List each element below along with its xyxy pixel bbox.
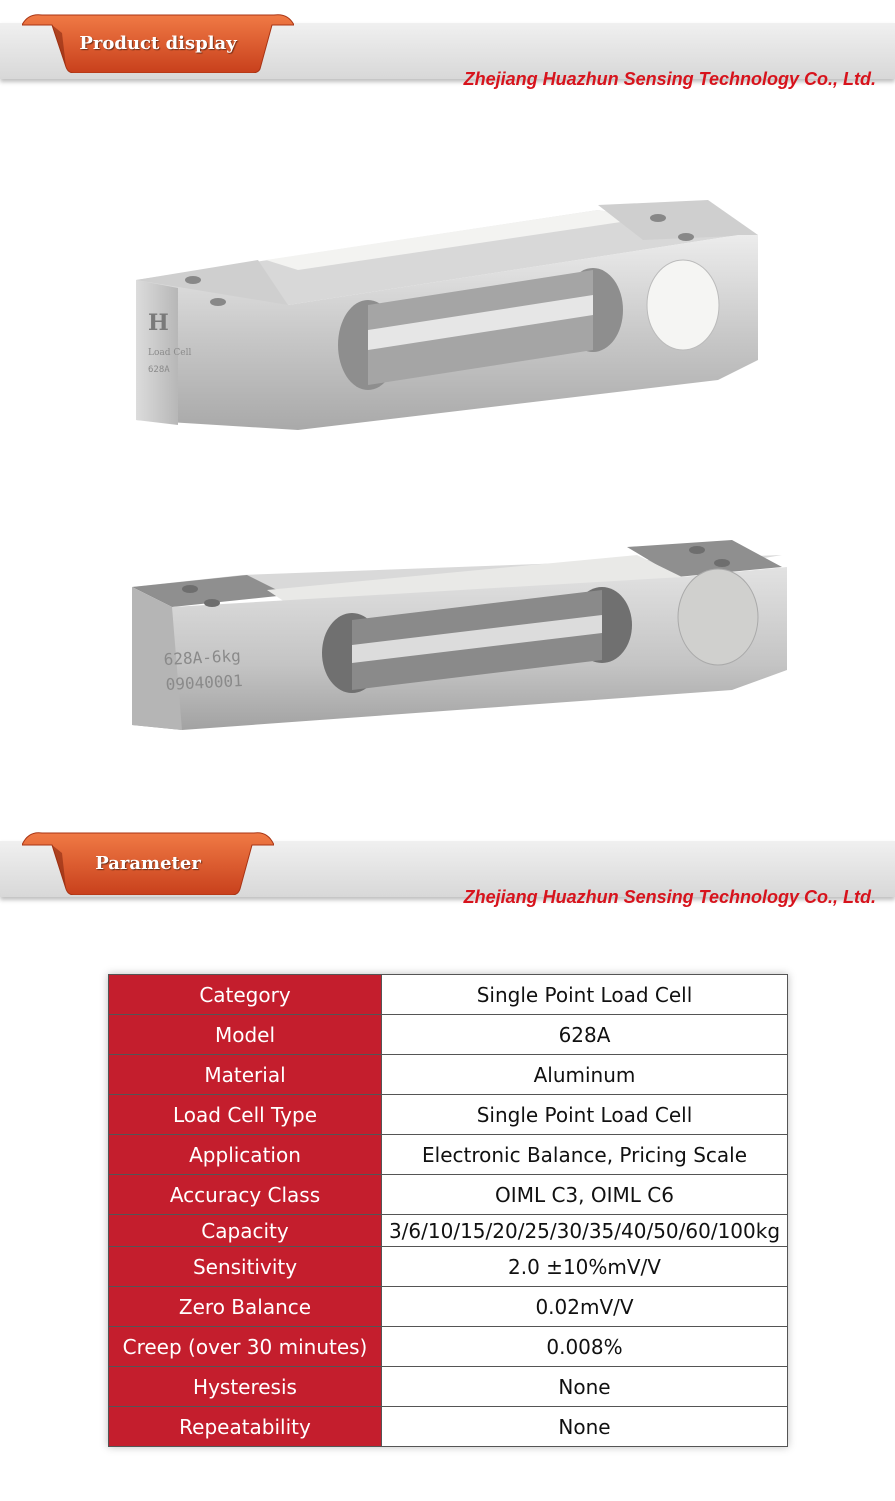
param-key: Material (109, 1055, 382, 1095)
param-key: Zero Balance (109, 1287, 382, 1327)
param-value: Electronic Balance, Pricing Scale (382, 1135, 788, 1175)
param-value: 2.0 ±10%mV/V (382, 1247, 788, 1287)
param-key: Application (109, 1135, 382, 1175)
param-value: 628A (382, 1015, 788, 1055)
engraving-logo: H (148, 310, 169, 336)
company-name: Zhejiang Huazhun Sensing Technology Co., Ltd. (463, 887, 876, 907)
table-row (109, 975, 788, 1015)
engraving-line: Load Cell (148, 348, 192, 358)
section-tab (22, 13, 294, 83)
param-key: Category (109, 975, 382, 1015)
parameter-banner (0, 831, 895, 907)
param-key: Sensitivity (109, 1247, 382, 1287)
param-key: Capacity (109, 1215, 382, 1247)
table-row (109, 1175, 788, 1215)
param-value: 3/6/10/15/20/25/30/35/40/50/60/100kg (382, 1215, 788, 1247)
section-tab (22, 831, 274, 901)
engraving-serial: 09040001 (165, 670, 244, 694)
param-value: 0.02mV/V (382, 1287, 788, 1327)
table-row (109, 1095, 788, 1135)
param-key: Model (109, 1015, 382, 1055)
param-value: None (382, 1407, 788, 1447)
table-row (109, 1287, 788, 1327)
table-row (109, 1367, 788, 1407)
param-key: Load Cell Type (109, 1095, 382, 1135)
company-name: Zhejiang Huazhun Sensing Technology Co., Ltd. (463, 69, 876, 89)
section-title: Parameter (95, 853, 201, 874)
param-key: Creep (over 30 minutes) (109, 1327, 382, 1367)
param-value: None (382, 1367, 788, 1407)
parameter-table (108, 974, 788, 1447)
param-key: Hysteresis (109, 1367, 382, 1407)
load-cell-photo-front (82, 495, 862, 765)
table-row (109, 1055, 788, 1095)
table-row (109, 1135, 788, 1175)
param-value: OIML C3, OIML C6 (382, 1175, 788, 1215)
table-row (109, 1327, 788, 1367)
param-key: Repeatability (109, 1407, 382, 1447)
engraving-model: 628A-6kg (163, 645, 242, 669)
param-value: Single Point Load Cell (382, 975, 788, 1015)
table-row (109, 1407, 788, 1447)
param-value: 0.008% (382, 1327, 788, 1367)
table-row (109, 1215, 788, 1247)
param-key: Accuracy Class (109, 1175, 382, 1215)
table-row (109, 1015, 788, 1055)
table-row (109, 1247, 788, 1287)
engraving-line: 628A (148, 365, 170, 375)
load-cell-photo-top (118, 140, 783, 460)
param-value: Aluminum (382, 1055, 788, 1095)
section-title: Product display (79, 33, 237, 54)
product-display-banner (0, 13, 895, 89)
param-value: Single Point Load Cell (382, 1095, 788, 1135)
